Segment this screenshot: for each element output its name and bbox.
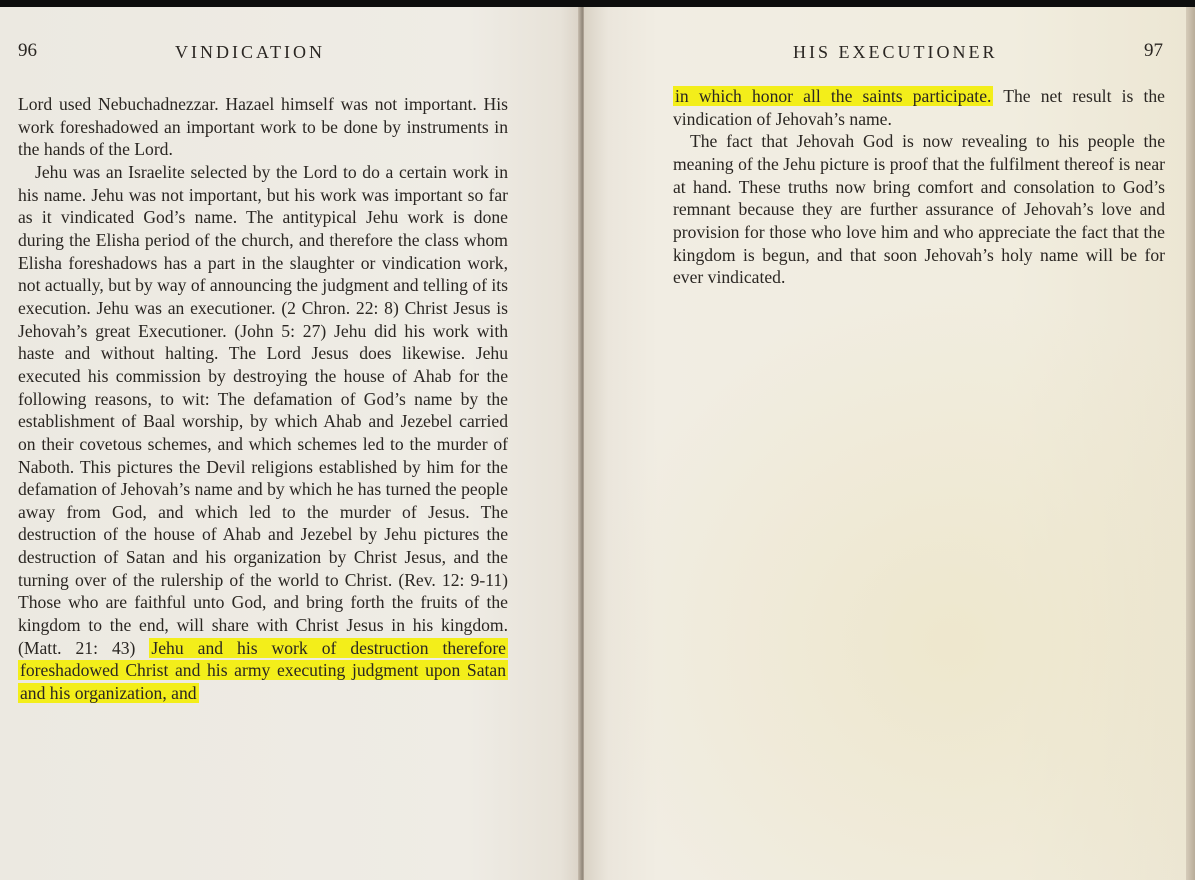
- right-paragraph-2: The fact that Jehovah God is now revealing to his people the meaning of the Jehu picture is proof that the fulfilment thereof is near at hand. These truths now bring comfort and consolation to God’s remnant because they are further assurance of Jehovah’s love and provision for those who love him and who appreciate the fact that the kingdom is begun, and that soon Jehovah’s holy name will be for ever vindicated.: [673, 131, 1165, 288]
- left-paragraph-2-text: Jehu was an Israelite selected by the Lord to do a certain work in his name. Jehu was not important, but his work was important so far as it vindicated God’s name. The antitypical Jehu work is done during the Elisha period of the church, and therefore the class whom Elisha foreshadows has a part in the slaughter or vindication work, not actually, but by way of announcing the judgment and telling of its execution. Jehu was an executioner. (2 Chron. 22: 8) Christ Jesus is Jehovah’s great Executioner. (John 5: 27) Jehu did his work with haste and without halting. The Lord Jesus does likewise. Jehu executed his commission by destroying the house of Ahab for the following reasons, to wit: The defamation of God’s name by the establishment of Baal worship, by which Ahab and Jezebel carried on their covetous schemes, and which schemes led to the murder of Naboth. This pictures the Devil religions established by him for the defamation of Jehovah’s name and by which he has turned the people away from God, and which led to the murder of Jesus. The destruction of the house of Ahab and Jezebel by Jehu pictures the destruction of Satan and his organization by Christ Jesus, and the turning over of the rulership of the world to Christ. (Rev. 12: 9-11) Those who are faithful unto God, and bring forth the fruits of the kingdom to the end, will share with Christ Jesus in his kingdom. (Matt. 21: 43): [18, 161, 508, 658]
- top-border: [0, 0, 1195, 7]
- right-paragraph-1-rest: The net result is the vindication of Jehovah’s name.: [673, 86, 1165, 129]
- left-paragraph-2: [18, 161, 508, 705]
- left-running-head: VINDICATION: [175, 42, 325, 62]
- left-highlighted-passage: Jehu and his work of destruction therefore foreshadowed Christ and his army executing judgment upon Satan and his organization, and: [20, 637, 506, 704]
- left-paragraph-1: Lord used Nebuchadnezzar. Hazael himself was not important. His work foreshadowed an important work to be done by instruments in the hands of the Lord.: [18, 94, 508, 160]
- page-edge: [1186, 7, 1195, 880]
- right-page: [584, 7, 1195, 880]
- right-paragraph-1: [673, 85, 1165, 130]
- right-page-number: 97: [1144, 40, 1163, 61]
- left-page-body: [18, 93, 508, 705]
- left-page: [0, 7, 584, 880]
- paper-stain: [584, 287, 1195, 880]
- right-running-head: HIS EXECUTIONER: [793, 42, 998, 62]
- right-page-body: [673, 85, 1165, 289]
- right-highlighted-passage: in which honor all the saints participate.: [675, 86, 992, 106]
- left-page-number: 96: [18, 40, 37, 61]
